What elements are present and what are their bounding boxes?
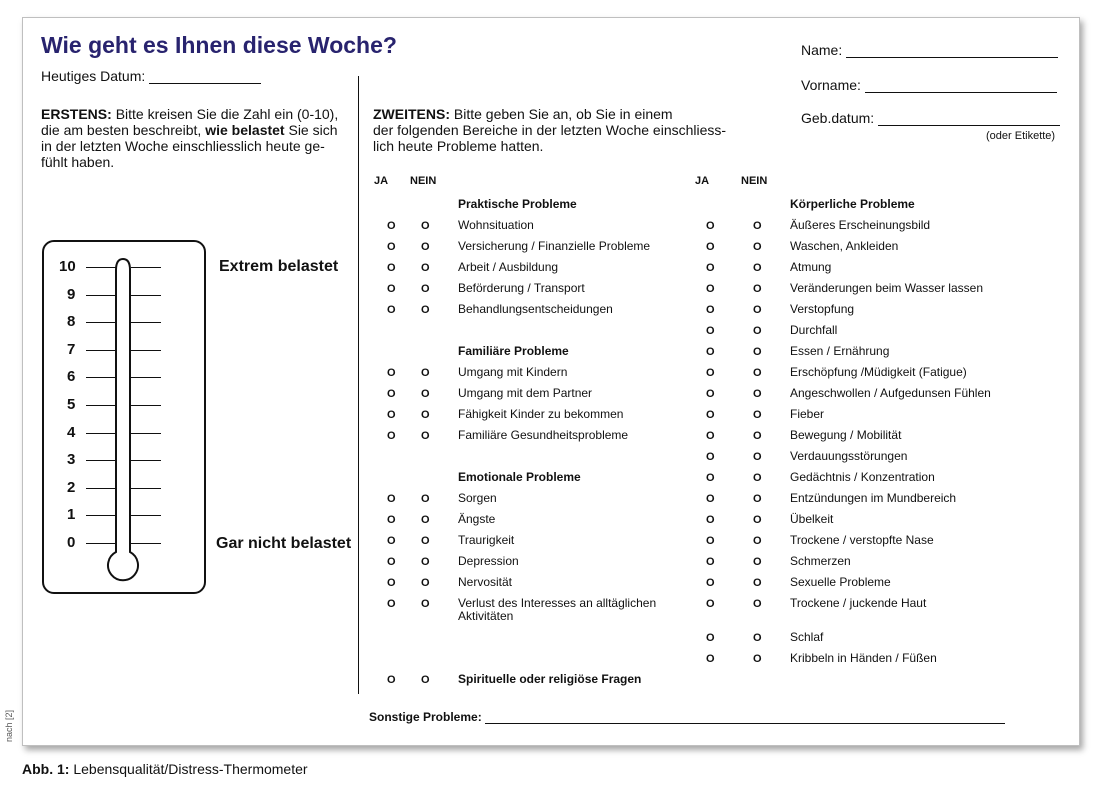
ja-circle[interactable]: O xyxy=(706,241,715,253)
nein-header: NEIN xyxy=(410,175,437,187)
nein-circle[interactable]: O xyxy=(421,304,430,316)
ja-circle[interactable]: O xyxy=(387,304,396,316)
problem-label: Umgang mit Kindern xyxy=(458,365,568,379)
nein-circle[interactable]: O xyxy=(421,283,430,295)
scale-number[interactable]: 1 xyxy=(67,506,76,524)
problem-item xyxy=(790,236,898,257)
scale-tick-left xyxy=(86,543,116,544)
scale-tick-right xyxy=(131,433,161,434)
nein-circle[interactable]: O xyxy=(753,535,762,547)
nein-circle[interactable]: O xyxy=(753,653,762,665)
problem-label: Entzündungen im Mundbereich xyxy=(790,491,957,505)
first-bold: ERSTENS: xyxy=(41,106,112,122)
problem-item xyxy=(790,404,824,425)
ja-circle[interactable]: O xyxy=(706,472,715,484)
problem-label: Fieber xyxy=(790,407,825,421)
sonstige-label: Sonstige Probleme: xyxy=(369,710,482,724)
ja-circle[interactable]: O xyxy=(706,430,715,442)
name-field xyxy=(801,42,1058,58)
first-text: Bitte kreisen Sie die Zahl ein (0-10), xyxy=(115,106,339,122)
nein-circle[interactable]: O xyxy=(753,325,762,337)
problem-item xyxy=(458,572,512,593)
problem-label: Umgang mit dem Partner xyxy=(458,386,593,400)
second-text: lich heute Probleme hatten. xyxy=(373,138,544,154)
ja-circle[interactable]: O xyxy=(387,598,396,610)
problem-item xyxy=(458,257,558,278)
scale-number[interactable]: 7 xyxy=(67,340,76,358)
problem-label: Veränderungen beim Wasser lassen xyxy=(790,281,983,295)
ja-circle[interactable]: O xyxy=(706,493,715,505)
name-blank[interactable] xyxy=(846,43,1058,58)
problem-item xyxy=(790,467,935,488)
nein-circle[interactable]: O xyxy=(753,304,762,316)
problem-label: Erschöpfung /Müdigkeit (Fatigue) xyxy=(790,365,967,379)
vorname-label: Vorname: xyxy=(801,77,861,93)
form-title: Wie geht es Ihnen diese Woche? xyxy=(41,32,397,58)
problem-item xyxy=(790,572,891,593)
problem-label: Essen / Ernährung xyxy=(790,344,890,358)
ja-circle[interactable]: O xyxy=(706,262,715,274)
section-header xyxy=(458,467,581,488)
scale-tick-right xyxy=(131,267,161,268)
caption-text: Lebensqualität/Distress-Thermometer xyxy=(73,761,308,777)
nein-circle[interactable]: O xyxy=(753,409,762,421)
scale-tick-right xyxy=(131,295,161,296)
ja-circle[interactable]: O xyxy=(706,556,715,568)
scale-tick-right xyxy=(131,543,161,544)
nein-circle[interactable]: O xyxy=(753,472,762,484)
problem-item xyxy=(790,593,926,614)
nein-circle[interactable]: O xyxy=(421,556,430,568)
ja-circle[interactable]: O xyxy=(387,241,396,253)
scale-tick-right xyxy=(131,460,161,461)
ja-circle[interactable]: O xyxy=(706,577,715,589)
nein-circle[interactable]: O xyxy=(753,388,762,400)
nein-circle[interactable]: O xyxy=(421,409,430,421)
problem-item xyxy=(458,530,514,551)
problem-item xyxy=(458,215,534,236)
nein-circle[interactable]: O xyxy=(753,283,762,295)
ja-circle[interactable]: O xyxy=(387,283,396,295)
ja-circle[interactable]: O xyxy=(387,409,396,421)
scale-top-label: Extrem belastet xyxy=(219,258,339,275)
ja-circle[interactable]: O xyxy=(706,388,715,400)
section-header xyxy=(458,194,577,215)
problem-label: Praktische Probleme xyxy=(458,197,577,211)
problem-item xyxy=(790,299,854,320)
ja-circle[interactable]: O xyxy=(387,430,396,442)
first-bold-phrase: wie belastet xyxy=(205,122,285,138)
nein-circle[interactable]: O xyxy=(753,577,762,589)
ja-circle[interactable]: O xyxy=(706,283,715,295)
ja-circle[interactable]: O xyxy=(706,632,715,644)
sonstige-field xyxy=(369,710,1005,724)
scale-tick-left xyxy=(86,322,116,323)
etikette-note: (oder Etikette) xyxy=(986,130,1056,142)
ja-circle[interactable]: O xyxy=(387,493,396,505)
nein-circle[interactable]: O xyxy=(421,493,430,505)
problem-label: Kribbeln in Händen / Füßen xyxy=(790,651,937,665)
nein-circle[interactable]: O xyxy=(753,346,762,358)
nein-circle[interactable]: O xyxy=(753,367,762,379)
side-note: nach [2] xyxy=(4,709,14,742)
scale-number[interactable]: 2 xyxy=(67,478,76,496)
first-text: fühlt haben. xyxy=(41,154,115,170)
problem-item xyxy=(458,362,567,383)
ja-circle[interactable]: O xyxy=(706,535,715,547)
figure-caption xyxy=(22,761,308,777)
ja-circle[interactable]: O xyxy=(387,535,396,547)
nein-circle[interactable]: O xyxy=(421,220,430,232)
nein-circle[interactable]: O xyxy=(421,598,430,610)
problem-item xyxy=(458,425,628,446)
problem-item xyxy=(458,488,497,509)
problem-item xyxy=(790,488,956,509)
ja-circle[interactable]: O xyxy=(706,409,715,421)
nein-circle[interactable]: O xyxy=(421,262,430,274)
scale-tick-left xyxy=(86,515,116,516)
scale-number[interactable]: 0 xyxy=(67,534,76,551)
nein-circle[interactable]: O xyxy=(753,430,762,442)
nein-circle[interactable]: O xyxy=(421,241,430,253)
nein-circle[interactable]: O xyxy=(421,674,430,686)
ja-circle[interactable]: O xyxy=(706,653,715,665)
ja-header: JA xyxy=(374,175,389,187)
problem-item xyxy=(458,404,623,425)
second-instructions xyxy=(373,106,773,154)
problem-label: Nervosität xyxy=(458,575,513,589)
problem-label: Ängste xyxy=(458,512,496,526)
ja-circle[interactable]: O xyxy=(706,220,715,232)
problem-label: Traurigkeit xyxy=(458,533,515,547)
first-text: die am besten beschreibt, xyxy=(41,122,202,138)
nein-circle[interactable]: O xyxy=(753,514,762,526)
problem-label: Trockene / verstopfte Nase xyxy=(790,533,934,547)
vorname-blank[interactable] xyxy=(865,78,1057,93)
problem-item xyxy=(790,278,983,299)
problem-label: Körperliche Probleme xyxy=(790,197,915,211)
second-bold: ZWEITENS: xyxy=(373,106,450,122)
ja-circle[interactable]: O xyxy=(387,674,396,686)
caption-label: Abb. 1: xyxy=(22,761,70,777)
scale-tick-left xyxy=(86,350,116,351)
problem-label: Waschen, Ankleiden xyxy=(790,239,899,253)
second-text: der folgenden Bereiche in der letzten Woche einschliess- xyxy=(373,122,727,138)
problem-item xyxy=(458,669,641,690)
nein-circle[interactable]: O xyxy=(421,514,430,526)
problem-label: Sorgen xyxy=(458,491,497,505)
nein-circle[interactable]: O xyxy=(753,220,762,232)
section-header xyxy=(790,194,915,215)
problem-label: Behandlungsentscheidungen xyxy=(458,302,613,316)
nein-circle[interactable]: O xyxy=(421,388,430,400)
problem-label: Wohnsituation xyxy=(458,218,534,232)
date-label: Heutiges Datum: xyxy=(41,68,146,84)
problem-label: Äußeres Erscheinungsbild xyxy=(790,218,931,232)
scale-tick-right xyxy=(131,322,161,323)
problem-item xyxy=(790,362,967,383)
problem-label: Familiäre Gesundheitsprobleme xyxy=(458,428,629,442)
nein-header: NEIN xyxy=(741,175,768,187)
ja-circle[interactable]: O xyxy=(706,598,715,610)
problem-label: Verstopfung xyxy=(790,302,855,316)
scale-tick-left xyxy=(86,433,116,434)
ja-circle[interactable]: O xyxy=(387,220,396,232)
problem-item xyxy=(790,320,837,341)
scale-number[interactable]: 4 xyxy=(67,423,76,441)
problem-label: Familiäre Probleme xyxy=(458,344,569,358)
problem-item xyxy=(790,341,889,362)
scale-tick-left xyxy=(86,460,116,461)
scale-number[interactable]: 8 xyxy=(67,313,76,331)
vorname-field xyxy=(801,77,1057,93)
scale-number[interactable]: 5 xyxy=(67,396,76,413)
problem-label: Verlust des Interesses an alltäglichen xyxy=(458,596,657,610)
ja-header: JA xyxy=(695,175,710,187)
problem-label: Beförderung / Transport xyxy=(458,281,585,295)
problem-item xyxy=(790,551,851,572)
problem-item xyxy=(790,627,823,648)
first-text: Sie sich xyxy=(288,122,338,138)
ja-circle[interactable]: O xyxy=(706,451,715,463)
problem-label: Emotionale Probleme xyxy=(458,470,581,484)
problem-item xyxy=(790,257,831,278)
nein-circle[interactable]: O xyxy=(753,241,762,253)
scale-tick-left xyxy=(86,267,116,268)
scale-tick-left xyxy=(86,295,116,296)
scale-tick-left xyxy=(86,377,116,378)
ja-circle[interactable]: O xyxy=(706,367,715,379)
problem-label: Fähigkeit Kinder zu bekommen xyxy=(458,407,624,421)
sonstige-blank[interactable] xyxy=(485,711,1005,724)
nein-circle[interactable]: O xyxy=(753,262,762,274)
scale-tick-right xyxy=(131,377,161,378)
problem-label: Übelkeit xyxy=(790,512,834,526)
nein-circle[interactable]: O xyxy=(753,632,762,644)
problem-label: Gedächtnis / Konzentration xyxy=(790,470,935,484)
problem-label: Atmung xyxy=(790,260,832,274)
scale-tick-right xyxy=(131,488,161,489)
problem-item xyxy=(790,530,934,551)
ja-circle[interactable]: O xyxy=(706,304,715,316)
scale-tick-right xyxy=(131,405,161,406)
second-text: Bitte geben Sie an, ob Sie in einem xyxy=(453,106,673,122)
gebdatum-field xyxy=(801,110,1060,126)
ja-circle[interactable]: O xyxy=(706,346,715,358)
ja-circle[interactable]: O xyxy=(387,388,396,400)
problem-item xyxy=(458,236,650,257)
problem-label-cont: Aktivitäten xyxy=(458,609,514,623)
problem-label: Spirituelle oder religiöse Fragen xyxy=(458,672,642,686)
problem-item xyxy=(790,446,907,467)
problem-label: Depression xyxy=(458,554,519,568)
problem-item xyxy=(458,299,613,320)
problem-label: Arbeit / Ausbildung xyxy=(458,260,559,274)
problem-item xyxy=(790,425,901,446)
ja-circle[interactable]: O xyxy=(387,514,396,526)
ja-circle[interactable]: O xyxy=(387,262,396,274)
problem-item xyxy=(790,215,930,236)
nein-circle[interactable]: O xyxy=(421,577,430,589)
nein-circle[interactable]: O xyxy=(753,493,762,505)
scale-number[interactable]: 10 xyxy=(59,258,76,275)
nein-circle[interactable]: O xyxy=(753,451,762,463)
gebdatum-label: Geb.datum: xyxy=(801,110,875,126)
problem-item xyxy=(458,278,585,299)
problem-item xyxy=(458,551,519,572)
scale-number[interactable]: 3 xyxy=(67,451,76,469)
nein-circle[interactable]: O xyxy=(421,367,430,379)
problem-item xyxy=(790,648,937,669)
scale-tick-left xyxy=(86,405,116,406)
problem-label: Angeschwollen / Aufgedunsen Fühlen xyxy=(790,386,991,400)
scale-tick-left xyxy=(86,488,116,489)
problem-label: Schlaf xyxy=(790,630,824,644)
problem-label: Verdauungsstörungen xyxy=(790,449,908,463)
problem-label: Bewegung / Mobilität xyxy=(790,428,902,442)
nein-circle[interactable]: O xyxy=(753,556,762,568)
ja-circle[interactable]: O xyxy=(387,367,396,379)
nein-circle[interactable]: O xyxy=(753,598,762,610)
scale-number[interactable]: 9 xyxy=(67,285,76,303)
scale-bottom-label: Gar nicht belastet xyxy=(216,535,352,552)
problem-label: Schmerzen xyxy=(790,554,851,568)
section-header xyxy=(458,341,569,362)
problem-label: Durchfall xyxy=(790,323,838,337)
ja-circle[interactable]: O xyxy=(387,577,396,589)
scale-tick-right xyxy=(131,350,161,351)
problem-item xyxy=(458,383,592,404)
problem-item xyxy=(790,509,833,530)
problem-item xyxy=(458,593,657,623)
problem-item xyxy=(790,383,991,404)
scale-number[interactable]: 6 xyxy=(67,368,76,386)
ja-circle[interactable]: O xyxy=(387,556,396,568)
ja-circle[interactable]: O xyxy=(706,514,715,526)
name-label: Name: xyxy=(801,42,843,58)
distress-form xyxy=(22,17,1080,746)
nein-circle[interactable]: O xyxy=(421,430,430,442)
first-text: in der letzten Woche einschliesslich heute ge- xyxy=(41,138,325,154)
gebdatum-blank[interactable] xyxy=(878,111,1060,126)
nein-circle[interactable]: O xyxy=(421,535,430,547)
scale-tick-right xyxy=(131,515,161,516)
problem-label: Trockene / juckende Haut xyxy=(790,596,927,610)
problem-label: Versicherung / Finanzielle Probleme xyxy=(458,239,651,253)
problem-label: Sexuelle Probleme xyxy=(790,575,891,589)
ja-circle[interactable]: O xyxy=(706,325,715,337)
problem-item xyxy=(458,509,495,530)
